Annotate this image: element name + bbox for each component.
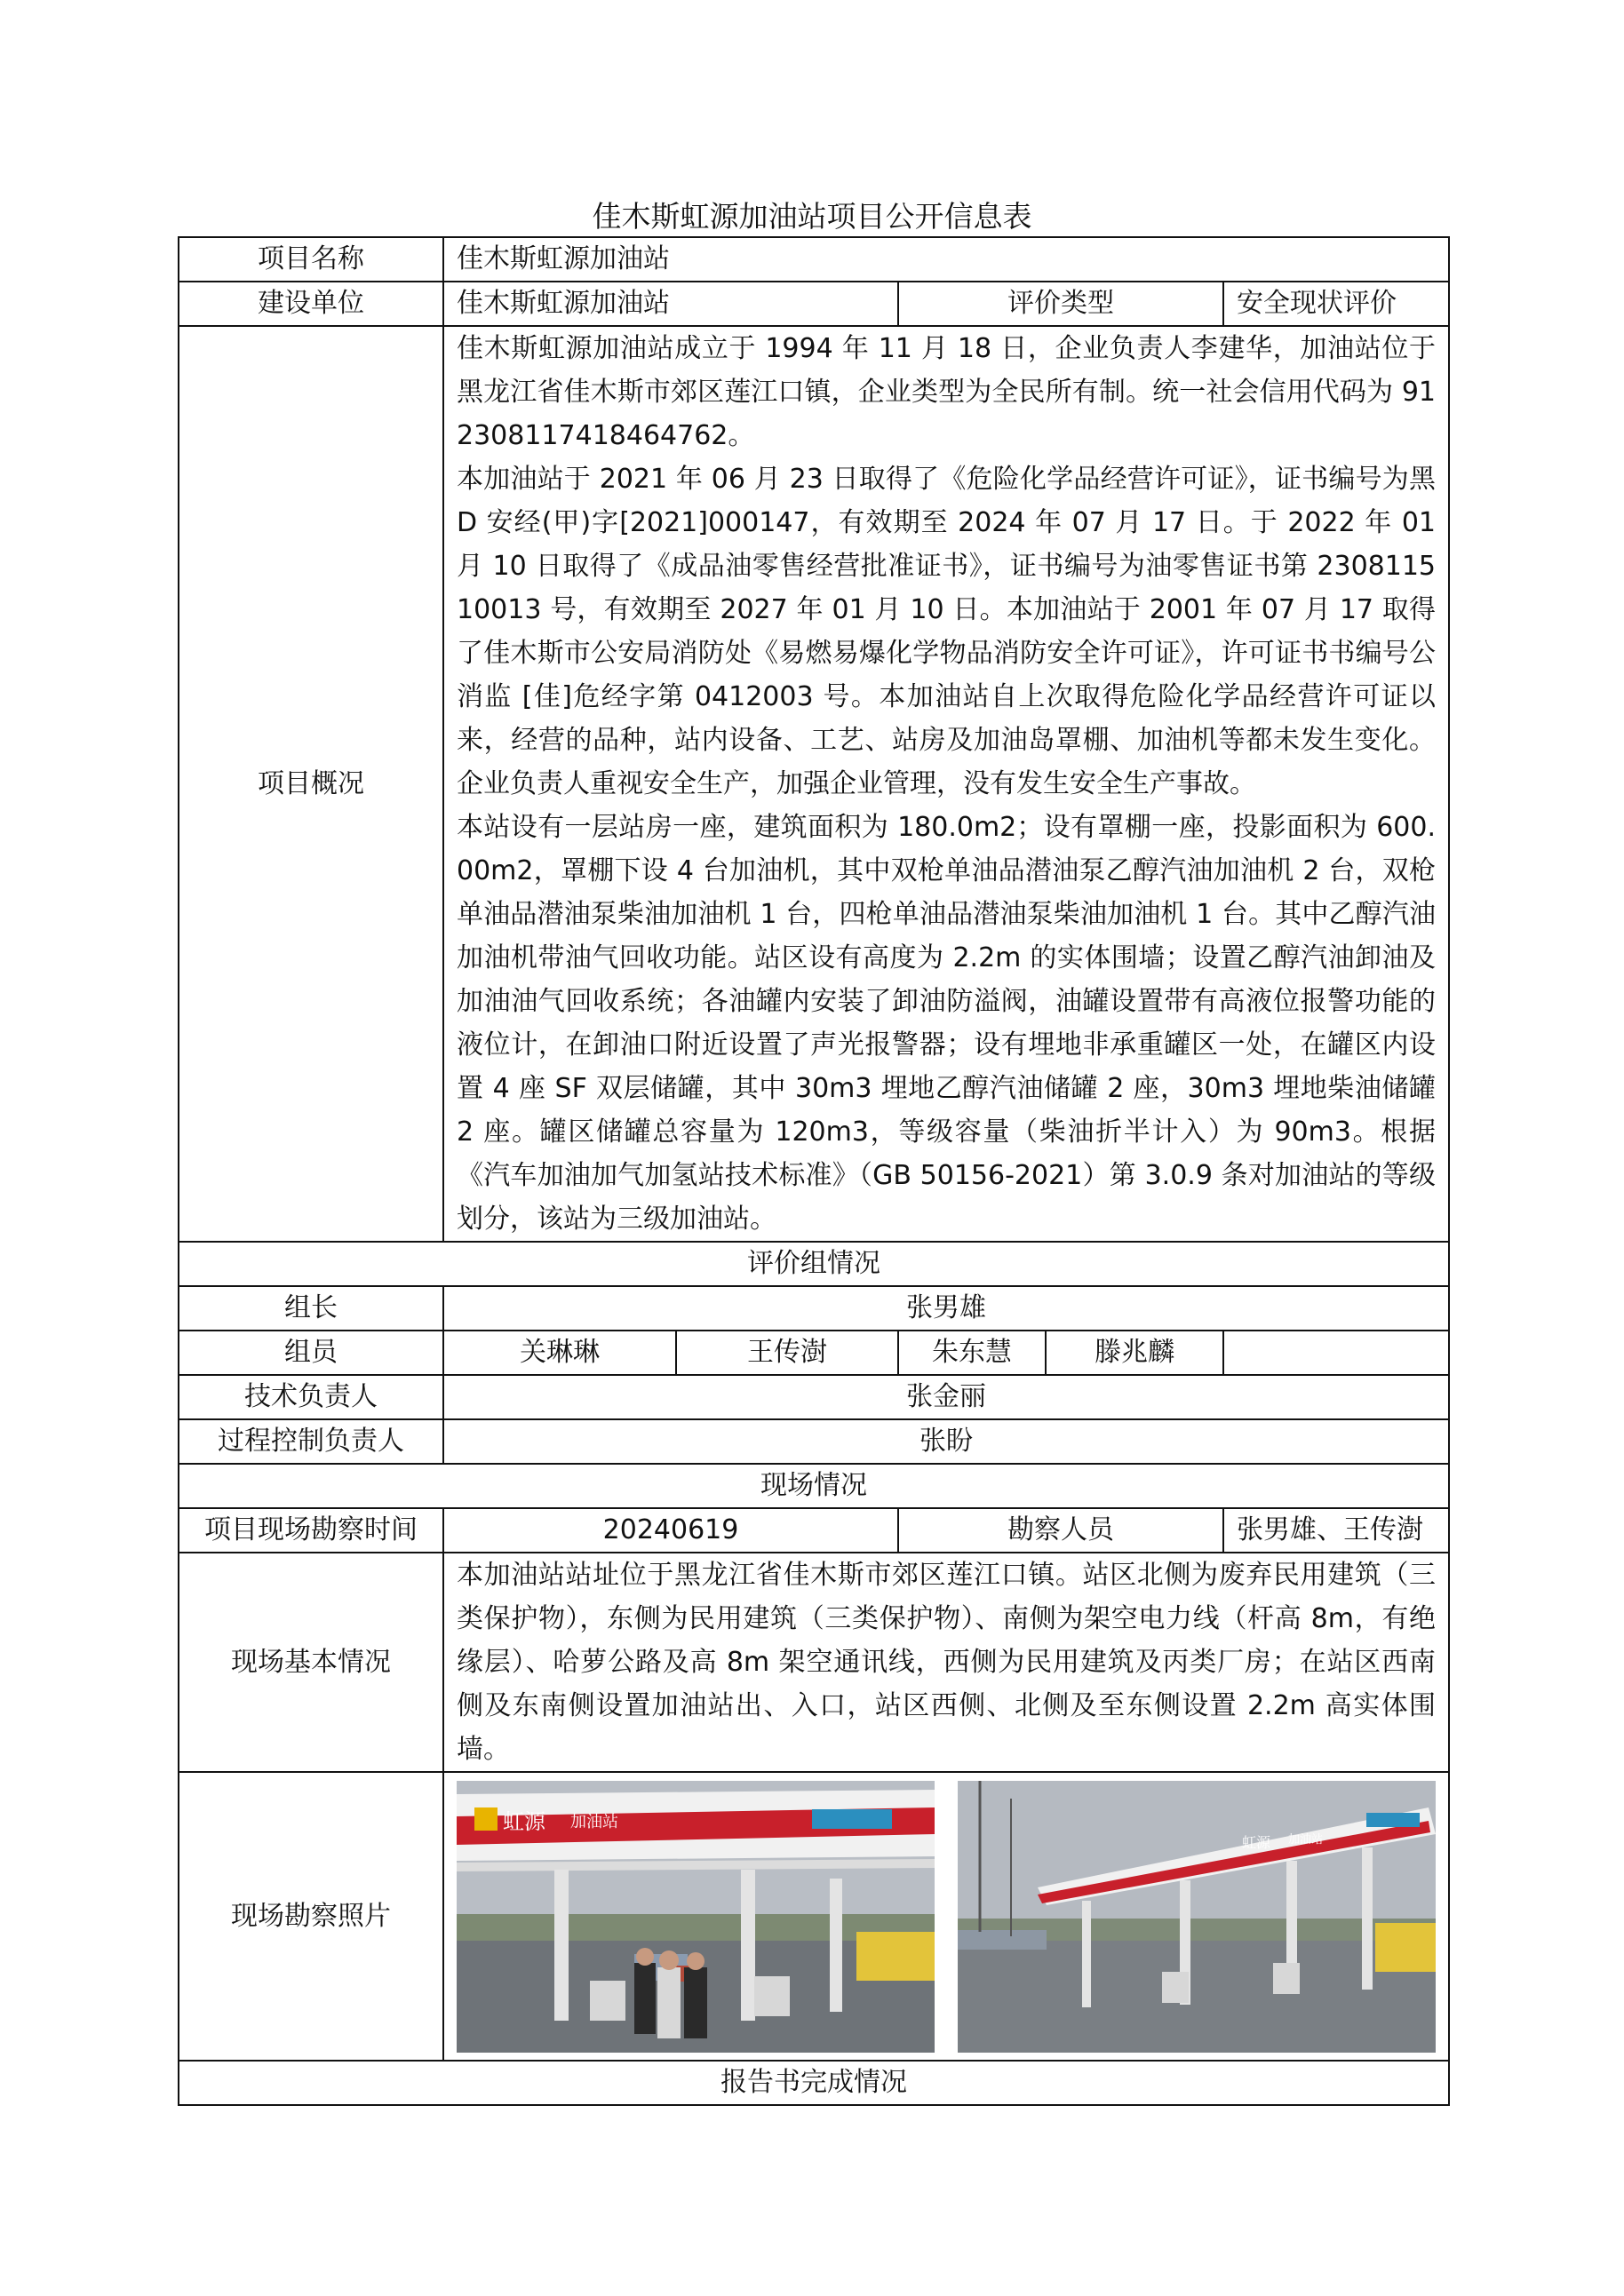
process-lead-label: 过程控制负责人: [179, 1419, 443, 1464]
project-name-label: 项目名称: [179, 237, 443, 282]
row-team-leader: [179, 1286, 1449, 1331]
row-site-photos: [179, 1772, 1449, 2061]
row-project-name: [179, 237, 1449, 282]
site-basic-paragraph: 本加油站站址位于黑龙江省佳木斯市郊区莲江口镇。站区北侧为废弃民用建筑（三类保护物），东侧为民用建筑（三类保护物）、南侧为架空电力线（杆高 8m，有绝缘层）、哈萝公路及高 8m 架空通讯线，西侧为民用建筑及丙类厂房；在站区西南侧及东南侧设置加油站出、入口，站区西侧、北侧及至东侧设置 2.2m 高实体围墙。: [457, 1560, 1436, 1765]
survey-time-value: 20240619: [443, 1508, 898, 1553]
photo-2-sign-text-2: 加油站: [1288, 1832, 1324, 1847]
team-section-title: 评价组情况: [179, 1242, 1449, 1286]
info-table: [178, 236, 1450, 2106]
site-basic-label: 现场基本情况: [179, 1553, 443, 1772]
site-photos-cell: [443, 1772, 1449, 2061]
photo-1-sign-text-2: 加油站: [570, 1812, 618, 1831]
surveyors-label: 勘察人员: [898, 1508, 1223, 1553]
eval-type-value: 安全现状评价: [1223, 282, 1449, 326]
team-members-label: 组员: [179, 1331, 443, 1375]
row-survey-time: [179, 1508, 1449, 1553]
eval-type-label: 评价类型: [898, 282, 1223, 326]
row-team-section: [179, 1242, 1449, 1286]
team-member: 王传澍: [676, 1331, 898, 1375]
row-site-basic: [179, 1553, 1449, 1772]
team-member: 关琳琳: [443, 1331, 676, 1375]
row-tech-lead: [179, 1375, 1449, 1419]
site-photo-2: [958, 1781, 1436, 2053]
overview-paragraph: 本站设有一层站房一座，建筑面积为 180.0m2；设有罩棚一座，投影面积为 600.00m2，罩棚下设 4 台加油机，其中双枪单油品潜油泵乙醇汽油加油机 2 台，双枪单油品潜油泵柴油加油机 1 台，四枪单油品潜油泵柴油加油机 1 台。其中乙醇汽油加油机带油气回收功能。站区设有高度为 2.2m 的实体围墙；设置乙醇汽油卸油及加油油气回收系统；各油罐内安装了卸油防溢阀，油罐设置带有高液位报警功能的液位计，在卸油口附近设置了声光报警器；设有埋地非承重罐区一处，在罐区内设置 4 座 SF 双层储罐，其中 30m3 埋地乙醇汽油储罐 2 座，30m3 埋地柴油储罐 2 座。罐区储罐总容量为 120m3，等级容量（柴油折半计入）为 90m3。根据《汽车加油加气加氢站技术标准》（GB 50156-2021）第 3.0.9 条对加油站的等级划分，该站为三级加油站。: [457, 812, 1436, 1235]
document-title: 佳木斯虹源加油站项目公开信息表: [592, 199, 1032, 234]
row-process-lead: [179, 1419, 1449, 1464]
row-overview: [179, 326, 1449, 1242]
row-builder: [179, 282, 1449, 326]
surveyors-value: 张男雄、王传澍: [1223, 1508, 1449, 1553]
survey-time-label: 项目现场勘察时间: [179, 1508, 443, 1553]
project-name-value: 佳木斯虹源加油站: [443, 237, 1449, 282]
team-member: [1223, 1331, 1449, 1375]
team-leader-label: 组长: [179, 1286, 443, 1331]
site-photos: [457, 1779, 1436, 2054]
overview-paragraph: 佳木斯虹源加油站成立于 1994 年 11 月 18 日，企业负责人李建华，加油站位于黑龙江省佳木斯市郊区莲江口镇，企业类型为全民所有制。统一社会信用代码为 912308117418464762。: [457, 333, 1436, 451]
team-leader-value: 张男雄: [443, 1286, 1449, 1331]
builder-value: 佳木斯虹源加油站: [443, 282, 898, 326]
photo-1-sign-text: 虹源: [503, 1808, 545, 1834]
overview-label: 项目概况: [179, 326, 443, 1242]
site-basic-text: [443, 1553, 1449, 1772]
site-photo-1: [457, 1781, 935, 2053]
photo-2-sign-text: 虹源: [1242, 1833, 1271, 1851]
tech-lead-label: 技术负责人: [179, 1375, 443, 1419]
row-report-section: [179, 2061, 1449, 2105]
overview-text: [443, 326, 1449, 1242]
report-section-title: 报告书完成情况: [179, 2061, 1449, 2105]
team-member: 朱东慧: [898, 1331, 1046, 1375]
builder-label: 建设单位: [179, 282, 443, 326]
row-team-members: [179, 1331, 1449, 1375]
team-member: 滕兆麟: [1046, 1331, 1223, 1375]
site-section-title: 现场情况: [179, 1464, 1449, 1508]
row-site-section: [179, 1464, 1449, 1508]
site-photos-label: 现场勘察照片: [179, 1772, 443, 2061]
process-lead-value: 张盼: [443, 1419, 1449, 1464]
tech-lead-value: 张金丽: [443, 1375, 1449, 1419]
overview-paragraph: 本加油站于 2021 年 06 月 23 日取得了《危险化学品经营许可证》，证书编号为黑 D 安经(甲)字[2021]000147，有效期至 2024 年 07 月 17 日。于 2022 年 01 月 10 日取得了《成品油零售经营批准证书》，证书编号为油零售证书第 230811510013 号，有效期至 2027 年 01 月 10 日。本加油站于 2001 年 07 月 17 取得了佳木斯市公安局消防处《易燃易爆化学物品消防安全许可证》，许可证书书编号公消监 [佳]危经字第 0412003 号。本加油站自上次取得危险化学品经营许可证以来，经营的品种，站内设备、工艺、站房及加油岛罩棚、加油机等都未发生变化。企业负责人重视安全生产，加强企业管理，没有发生安全生产事故。: [457, 464, 1436, 799]
